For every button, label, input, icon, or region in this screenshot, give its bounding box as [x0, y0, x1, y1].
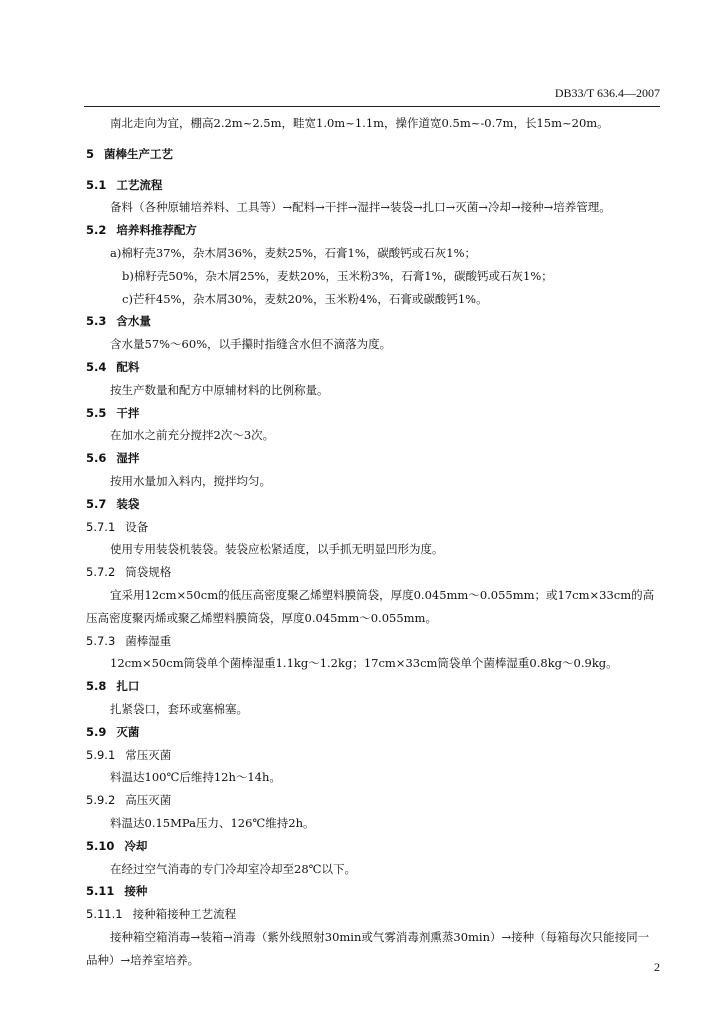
- section-5-heading: [86, 143, 656, 166]
- paragraph-batching: 按生产数量和配方中原辅材料的比例称量。: [110, 382, 329, 397]
- section-title: 接种: [124, 884, 148, 899]
- paragraph-process-flow: 备料（各种原辅培养料、工具等）→配料→干拌→湿拌→装袋→扎口→灭菌→冷却→接种→培养管理。: [110, 200, 611, 215]
- section-number: 5.3: [86, 314, 107, 329]
- section-title: 配料: [116, 359, 140, 374]
- paragraph-atmospheric-sterilization: 料温达100℃后维持12h～14h。: [110, 770, 281, 785]
- paragraph-tying: 扎紧袋口，套环或塞棉塞。: [110, 701, 248, 716]
- section-number: 5.1: [86, 177, 107, 192]
- section-5-10-heading: [86, 835, 656, 858]
- section-5-5-heading: [86, 402, 656, 425]
- section-number: 5.2: [86, 223, 107, 238]
- page-number: 2: [654, 960, 660, 974]
- section-5-7-heading: [86, 493, 656, 516]
- section-number: 5.6: [86, 451, 107, 466]
- section-5-7-2-heading: [86, 561, 656, 584]
- section-5-1-heading: [86, 174, 656, 197]
- section-5-8-heading: [86, 675, 656, 698]
- section-title: 湿拌: [116, 451, 140, 466]
- section-number: 5.8: [86, 679, 107, 694]
- section-number: 5.7.3: [86, 633, 116, 648]
- section-5-11-1-heading: [86, 903, 656, 926]
- section-5-11-heading: [86, 880, 656, 903]
- paragraph-bag-spec: 宜采用12cm×50cm的低压高密度聚乙烯塑料膜筒袋，厚度0.045mm～0.055mm；或17cm×33cm的高压高密度聚丙烯或聚乙烯塑料膜筒袋，厚度0.045mm～0.055mm。: [86, 587, 655, 625]
- section-number: 5.10: [86, 838, 115, 853]
- section-title: 常压灭菌: [125, 747, 172, 762]
- section-5-7-1-heading: [86, 516, 656, 539]
- paragraph-stick-weight: 12cm×50cm筒袋单个菌棒湿重1.1kg～1.2kg；17cm×33cm筒袋单个菌棒湿重0.8kg～0.9kg。: [110, 656, 618, 671]
- section-title: 工艺流程: [116, 177, 163, 192]
- section-title: 菌棒生产工艺: [104, 146, 174, 161]
- paragraph-greenhouse-spec: 南北走向为宜，棚高2.2m~2.5m，畦宽1.0m~1.1m，操作道宽0.5m~-0.7m，长15m~20m。: [110, 116, 609, 130]
- section-title: 设备: [125, 519, 149, 534]
- section-title: 培养料推荐配方: [116, 223, 197, 238]
- paragraph-high-pressure-sterilization: 料温达0.15MPa压力、126℃维持2h。: [110, 815, 315, 830]
- standard-code: DB33/T 636.4—2007: [554, 86, 660, 100]
- section-number: 5.7.2: [86, 565, 116, 580]
- section-title: 含水量: [116, 314, 151, 329]
- section-title: 扎口: [116, 679, 140, 694]
- section-number: 5.7: [86, 496, 107, 511]
- section-title: 接种箱接种工艺流程: [132, 907, 237, 922]
- section-number: 5.9.2: [86, 793, 116, 808]
- formula-item-c: c)芒秆45%，杂木屑30%，麦麸20%，玉米粉4%，石膏或碳酸钙1%。: [122, 291, 488, 306]
- section-title: 冷却: [124, 838, 148, 853]
- section-number: 5.5: [86, 405, 107, 420]
- section-5-9-2-heading: [86, 789, 656, 812]
- paragraph-dry-mixing: 在加水之前充分搅拌2次～3次。: [110, 428, 275, 443]
- formula-item-a: a)棉籽壳37%，杂木屑36%，麦麸25%，石膏1%，碳酸钙或石灰1%；: [110, 245, 477, 260]
- paragraph-wet-mixing: 按用水量加入料内，搅拌均匀。: [110, 473, 271, 488]
- section-number: 5.7.1: [86, 519, 116, 534]
- section-5-9-heading: [86, 721, 656, 744]
- section-5-4-heading: [86, 356, 656, 379]
- document-body: [86, 112, 656, 971]
- paragraph-bagging-equipment: 使用专用装袋机装袋。装袋应松紧适度，以手抓无明显凹形为度。: [110, 542, 444, 557]
- section-5-2-heading: [86, 219, 656, 242]
- section-title: 筒袋规格: [125, 565, 172, 580]
- section-title: 装袋: [116, 496, 140, 511]
- paragraph-inoculation-flow: 接种箱空箱消毒→装箱→消毒（紫外线照射30min或气雾消毒剂熏蒸30min）→接种（每箱每次只能接同一品种）→培养室培养。: [86, 929, 650, 967]
- section-title: 菌棒湿重: [125, 633, 172, 648]
- formula-item-b: b)棉籽壳50%，杂木屑25%，麦麸20%，玉米粉3%，石膏1%，碳酸钙或石灰1%；: [122, 268, 553, 283]
- section-title: 高压灭菌: [125, 793, 172, 808]
- section-number: 5.11: [86, 884, 115, 899]
- section-title: 干拌: [116, 405, 140, 420]
- section-5-9-1-heading: [86, 744, 656, 767]
- section-number: 5.4: [86, 359, 107, 374]
- section-number: 5: [86, 146, 95, 161]
- section-5-7-3-heading: [86, 630, 656, 653]
- header-rule: [84, 106, 660, 107]
- section-number: 5.9.1: [86, 747, 116, 762]
- section-5-3-heading: [86, 310, 656, 333]
- section-title: 灭菌: [116, 724, 140, 739]
- section-number: 5.9: [86, 724, 107, 739]
- section-number: 5.11.1: [86, 907, 123, 922]
- paragraph-cooling: 在经过空气消毒的专门冷却室冷却至28℃以下。: [110, 861, 356, 876]
- paragraph-water-content: 含水量57%～60%，以手攥时指缝含水但不滴落为度。: [110, 337, 392, 352]
- section-5-6-heading: [86, 447, 656, 470]
